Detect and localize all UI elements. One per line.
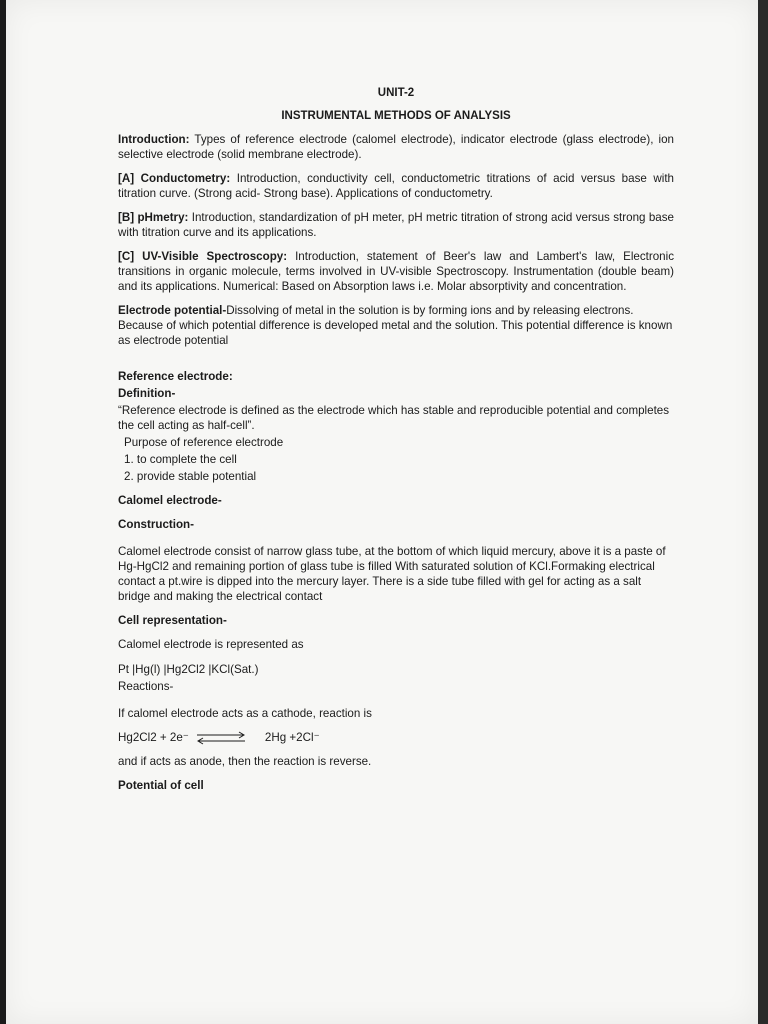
represented-text: Calomel electrode is represented as <box>118 638 304 651</box>
conductometry-paragraph <box>118 171 674 201</box>
phmetry-label: [B] pHmetry: <box>118 211 189 224</box>
uv-label: [C] UV-Visible Spectroscopy: <box>118 250 288 263</box>
equilibrium-arrow-icon <box>195 731 247 745</box>
reaction-right: 2Hg +2Cl⁻ <box>264 731 320 744</box>
definition-text: “Reference electrode is defined as the electrode which has stable and reproducible potential and completes the cell acting as half-cell”. <box>118 404 670 432</box>
cell-notation: Pt |Hg(l) |Hg2Cl2 |KCl(Sat.) <box>118 663 259 676</box>
uv-text: Introduction, statement of Beer's law and Lambert's law, Electronic transitions in organic molecule, terms involved in UV-visible Spectroscopy. Instrumentation (double beam) and its applications. Numerical: Based on Absorption laws i.e. Molar absorptivity and concentration. <box>118 250 674 293</box>
potential-heading: Potential of cell <box>118 779 204 792</box>
cathode-text: If calomel electrode acts as a cathode, reaction is <box>118 707 372 720</box>
unit-title: UNIT-2 <box>377 87 415 99</box>
construction-heading: Construction- <box>118 518 194 531</box>
intro-paragraph <box>118 132 674 162</box>
construction-text: Calomel electrode consist of narrow glass tube, at the bottom of which liquid mercury, above it is a paste of Hg-HgCl2 and remaining portion of glass tube is filled With saturated solution of KCl.Formaking electrical contact a pt.wire is dipped into the mercury layer. There is a side tube filled with gel for acting as a salt bridge and making the electrical contact <box>118 545 666 603</box>
list-item: 2. provide stable potential <box>124 470 257 483</box>
cell-representation-heading: Cell representation- <box>118 614 227 627</box>
uv-paragraph <box>118 249 674 294</box>
phmetry-text: Introduction, standardization of pH meter, pH metric titration of strong acid versus strong base with titration curve and its applications. <box>118 211 674 239</box>
list-item: 1. to complete the cell <box>124 453 237 466</box>
anode-text: and if acts as anode, then the reaction is reverse. <box>118 755 372 768</box>
reference-heading: Reference electrode: <box>118 370 233 383</box>
page-title: INSTRUMENTAL METHODS OF ANALYSIS <box>281 110 511 122</box>
reaction-equation <box>118 730 674 745</box>
page-edge-shadow <box>758 0 768 1024</box>
conductometry-text: Introduction, conductivity cell, conductometric titrations of acid versus base with titration curve. (Strong acid- Strong base). Applications of conductometry. <box>118 172 674 200</box>
reactions-label: Reactions- <box>118 680 174 693</box>
definition-label: Definition- <box>118 387 176 400</box>
intro-text: Types of reference electrode (calomel electrode), indicator electrode (glass electrode), ion selective electrode (solid membrane electrode). <box>118 133 674 161</box>
electrode-potential-paragraph <box>118 303 674 348</box>
calomel-heading: Calomel electrode- <box>118 494 222 507</box>
electrode-potential-label: Electrode potential- <box>118 304 227 317</box>
document-page <box>6 0 758 1024</box>
intro-label: Introduction: <box>118 133 190 146</box>
reaction-left: Hg2Cl2 + 2e⁻ <box>118 731 189 744</box>
conductometry-label: [A] Conductometry: <box>118 172 231 185</box>
page-content <box>118 86 674 802</box>
phmetry-paragraph <box>118 210 674 240</box>
purpose-label: Purpose of reference electrode <box>124 436 284 449</box>
electrode-potential-text: Dissolving of metal in the solution is by forming ions and by releasing electrons. Because of which potential difference is developed metal and the solution. This potential difference is known as electrode potential <box>118 304 673 347</box>
